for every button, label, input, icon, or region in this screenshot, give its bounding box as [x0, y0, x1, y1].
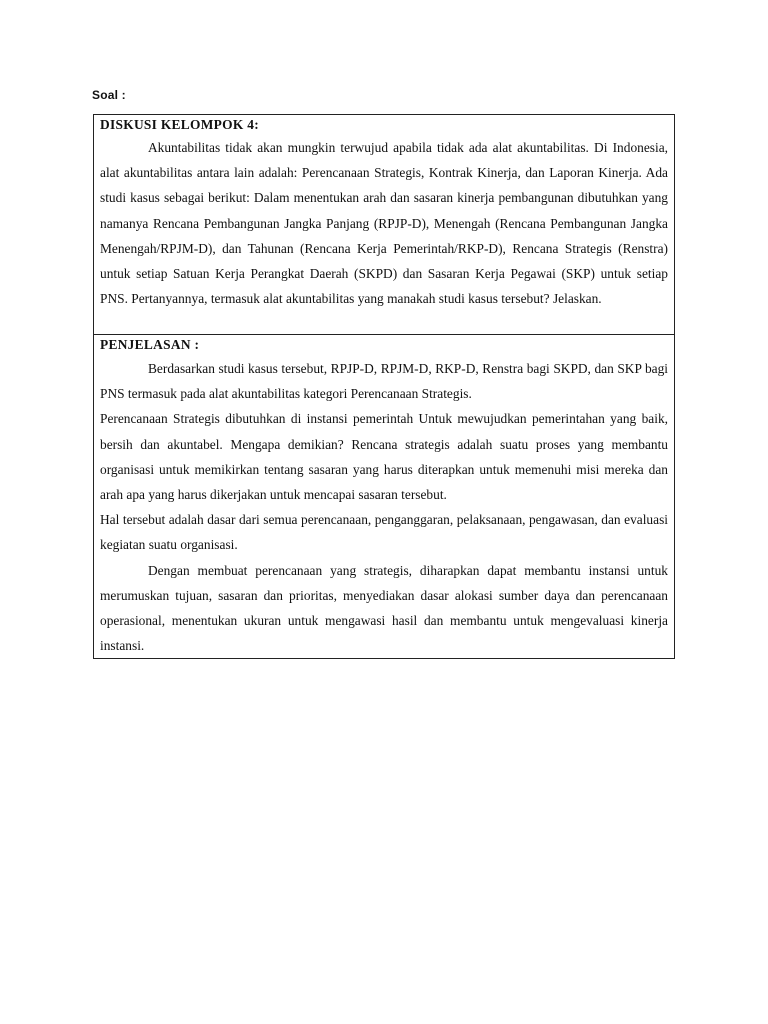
question-text: Akuntabilitas tidak akan mungkin terwujud apabila tidak ada alat akuntabilitas. Di Indonesia, alat akuntabilitas antara lain adalah: Perencanaan Strategis, Kontrak Kinerja, dan Laporan Kinerja. Ada studi kasus sebagai berikut: Dalam menentukan arah dan sasaran kinerja pembangunan dibutuhkan yang namanya Rencana Pembangunan Jangka Panjang (RPJP-D), Menengah (Rencana Pembangunan Jangka Menengah/RPJM-D), dan Tahunan (Rencana Kerja Pemerintah/RKP-D), Rencana Strategis (Renstra) untuk setiap Satuan Kerja Perangkat Daerah (SKPD) dan Sasaran Kerja Pegawai (SKP) untuk setiap PNS. Pertanyannya, termasuk alat akuntabilitas yang manakah studi kasus tersebut? Jelaskan.	[100, 140, 668, 307]
answer-cell	[94, 334, 674, 658]
answer-paragraph-3: Hal tersebut adalah dasar dari semua perencanaan, penganggaran, pelaksanaan, pengawasan, dan evaluasi kegiatan suatu organisasi.	[100, 512, 668, 553]
question-heading: DISKUSI KELOMPOK 4:	[100, 117, 259, 132]
question-cell	[94, 115, 674, 334]
answer-paragraph-1: Berdasarkan studi kasus tersebut, RPJP-D, RPJM-D, RKP-D, Renstra bagi SKPD, dan SKP bagi PNS termasuk pada alat akuntabilitas kategori Perencanaan Strategis.	[100, 361, 668, 402]
answer-paragraph-4: Dengan membuat perencanaan yang strategis, diharapkan dapat membantu instansi untuk merumuskan tujuan, sasaran dan prioritas, menyediakan dasar alokasi sumber daya dan perencanaan operasional, menentukan ukuran untuk mengawasi hasil dan membantu untuk mengevaluasi kinerja instansi.	[100, 562, 668, 654]
discussion-table	[93, 114, 675, 659]
soal-label: Soal :	[92, 88, 126, 102]
answer-heading: PENJELASAN :	[100, 337, 200, 352]
answer-paragraph-2: Perencanaan Strategis dibutuhkan di instansi pemerintah Untuk mewujudkan pemerintahan yang baik, bersih dan akuntabel. Mengapa demikian? Rencana strategis adalah suatu proses yang membantu organisasi untuk memikirkan tentang sasaran yang harus diterapkan untuk memenuhi misi mereka dan arah apa yang harus dikerjakan untuk mencapai sasaran tersebut.	[100, 411, 668, 503]
